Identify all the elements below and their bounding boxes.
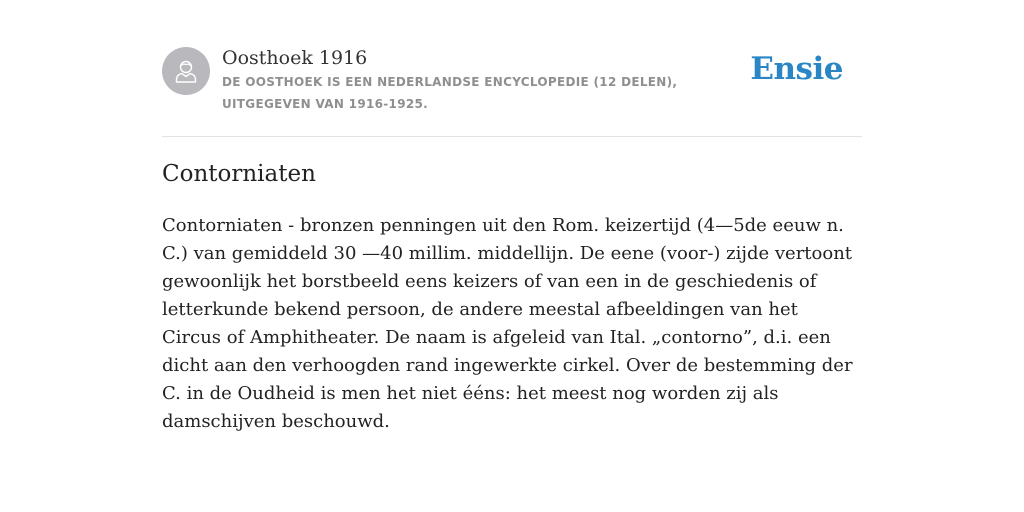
- ensie-logo[interactable]: Ensie: [750, 51, 843, 87]
- source-title[interactable]: Oosthoek 1916: [222, 47, 368, 69]
- source-avatar[interactable]: [162, 47, 210, 95]
- source-header: [162, 0, 862, 137]
- entry-title: Contorniaten: [162, 161, 316, 187]
- user-silhouette-icon: [172, 57, 200, 85]
- entry-card: [162, 0, 862, 432]
- entry-text: Contorniaten - bronzen penningen uit den Rom. keizertijd (4—5de eeuw n. C.) van gemiddeld 30 —40 millim. middellijn. De eene (voor-) zijde vertoont gewoonlijk het borstbeeld eens keizers of van een in de geschiedenis of letterkunde bekend persoon, de andere meestal afbeeldingen van het Circus of Amphitheater. De naam is afgeleid van Ital. „contorno”, d.i. een dicht aan den verhoogden rand ingewerkte cirkel. Over de bestemming der C. in de Oudheid is men het niet ééns: het meest nog worden zij als damschijven beschouwd.: [162, 215, 853, 432]
- source-description: DE OOSTHOEK IS EEN NEDERLANDSE ENCYCLOPEDIE (12 DELEN), UITGEGEVEN VAN 1916-1925.: [222, 75, 678, 111]
